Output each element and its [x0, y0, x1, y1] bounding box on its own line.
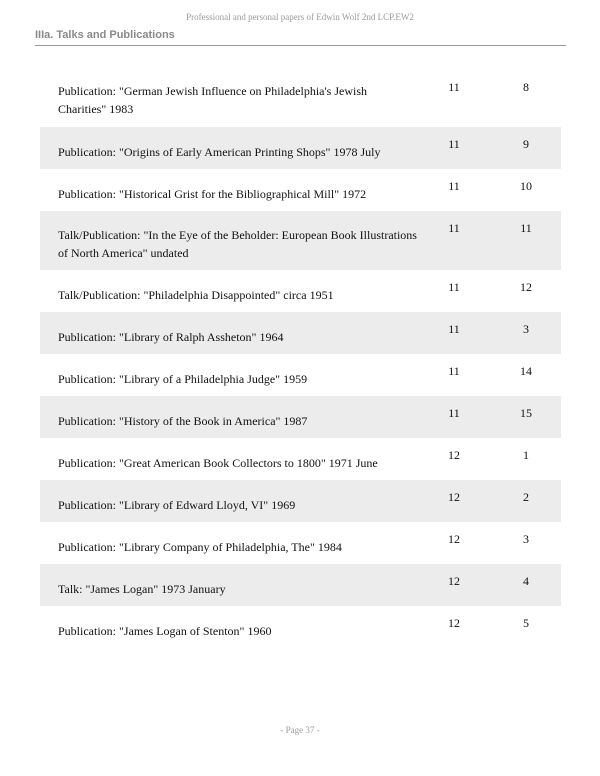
item-description: Publication: "James Logan of Stenton" 1960 — [58, 624, 272, 638]
folder-number: 15 — [520, 406, 532, 420]
box-number: 12 — [448, 616, 460, 630]
list-item — [40, 438, 561, 480]
folder-number: 9 — [523, 137, 529, 151]
box-number: 11 — [448, 364, 460, 378]
box-number: 11 — [448, 221, 460, 235]
folder-number: 10 — [520, 179, 532, 193]
folder-number: 5 — [523, 616, 529, 630]
folder-number: 12 — [520, 280, 532, 294]
list-item — [40, 396, 561, 438]
folder-number: 4 — [523, 574, 529, 588]
list-item — [40, 270, 561, 312]
list-item — [40, 211, 561, 270]
running-header: Professional and personal papers of Edwin Wolf 2nd LCP.EW2 — [186, 12, 414, 22]
item-description: Publication: "German Jewish Influence on Philadelphia's Jewish Charities" 1983 — [58, 84, 367, 116]
box-number: 12 — [448, 574, 460, 588]
box-number: 11 — [448, 80, 460, 94]
list-item — [40, 606, 561, 648]
box-number: 11 — [448, 322, 460, 336]
box-number: 11 — [448, 406, 460, 420]
section-title: IIIa. Talks and Publications — [35, 29, 175, 41]
list-item — [40, 312, 561, 354]
list-item — [40, 72, 561, 127]
item-description: Publication: "Library Company of Philadelphia, The" 1984 — [58, 540, 342, 554]
item-description: Publication: "Library of Ralph Assheton" 1964 — [58, 330, 284, 344]
item-description: Publication: "Origins of Early American Printing Shops" 1978 July — [58, 145, 381, 159]
folder-number: 2 — [523, 490, 529, 504]
item-description: Publication: "Library of a Philadelphia Judge" 1959 — [58, 372, 308, 386]
item-description: Talk/Publication: "In the Eye of the Beholder: European Book Illustrations of North America" undated — [58, 228, 417, 260]
folder-number: 3 — [523, 532, 529, 546]
container-list — [40, 72, 561, 648]
list-item — [40, 169, 561, 211]
item-description: Publication: "History of the Book in America" 1987 — [58, 414, 308, 428]
folder-number: 1 — [523, 448, 529, 462]
box-number: 12 — [448, 490, 460, 504]
item-description: Talk: "James Logan" 1973 January — [58, 582, 226, 596]
box-number: 11 — [448, 280, 460, 294]
folder-number: 14 — [520, 364, 532, 378]
folder-number: 8 — [523, 80, 529, 94]
list-item — [40, 564, 561, 606]
box-number: 12 — [448, 448, 460, 462]
item-description: Publication: "Library of Edward Lloyd, VI" 1969 — [58, 498, 296, 512]
box-number: 11 — [448, 179, 460, 193]
list-item — [40, 480, 561, 522]
box-number: 11 — [448, 137, 460, 151]
box-number: 12 — [448, 532, 460, 546]
list-item — [40, 522, 561, 564]
item-description: Talk/Publication: "Philadelphia Disappointed" circa 1951 — [58, 288, 334, 302]
folder-number: 3 — [523, 322, 529, 336]
section-divider — [35, 45, 566, 46]
list-item — [40, 127, 561, 169]
folder-number: 11 — [520, 221, 532, 235]
page-number: - Page 37 - — [280, 725, 320, 735]
item-description: Publication: "Historical Grist for the Bibliographical Mill" 1972 — [58, 187, 367, 201]
list-item — [40, 354, 561, 396]
item-description: Publication: "Great American Book Collectors to 1800" 1971 June — [58, 456, 378, 470]
